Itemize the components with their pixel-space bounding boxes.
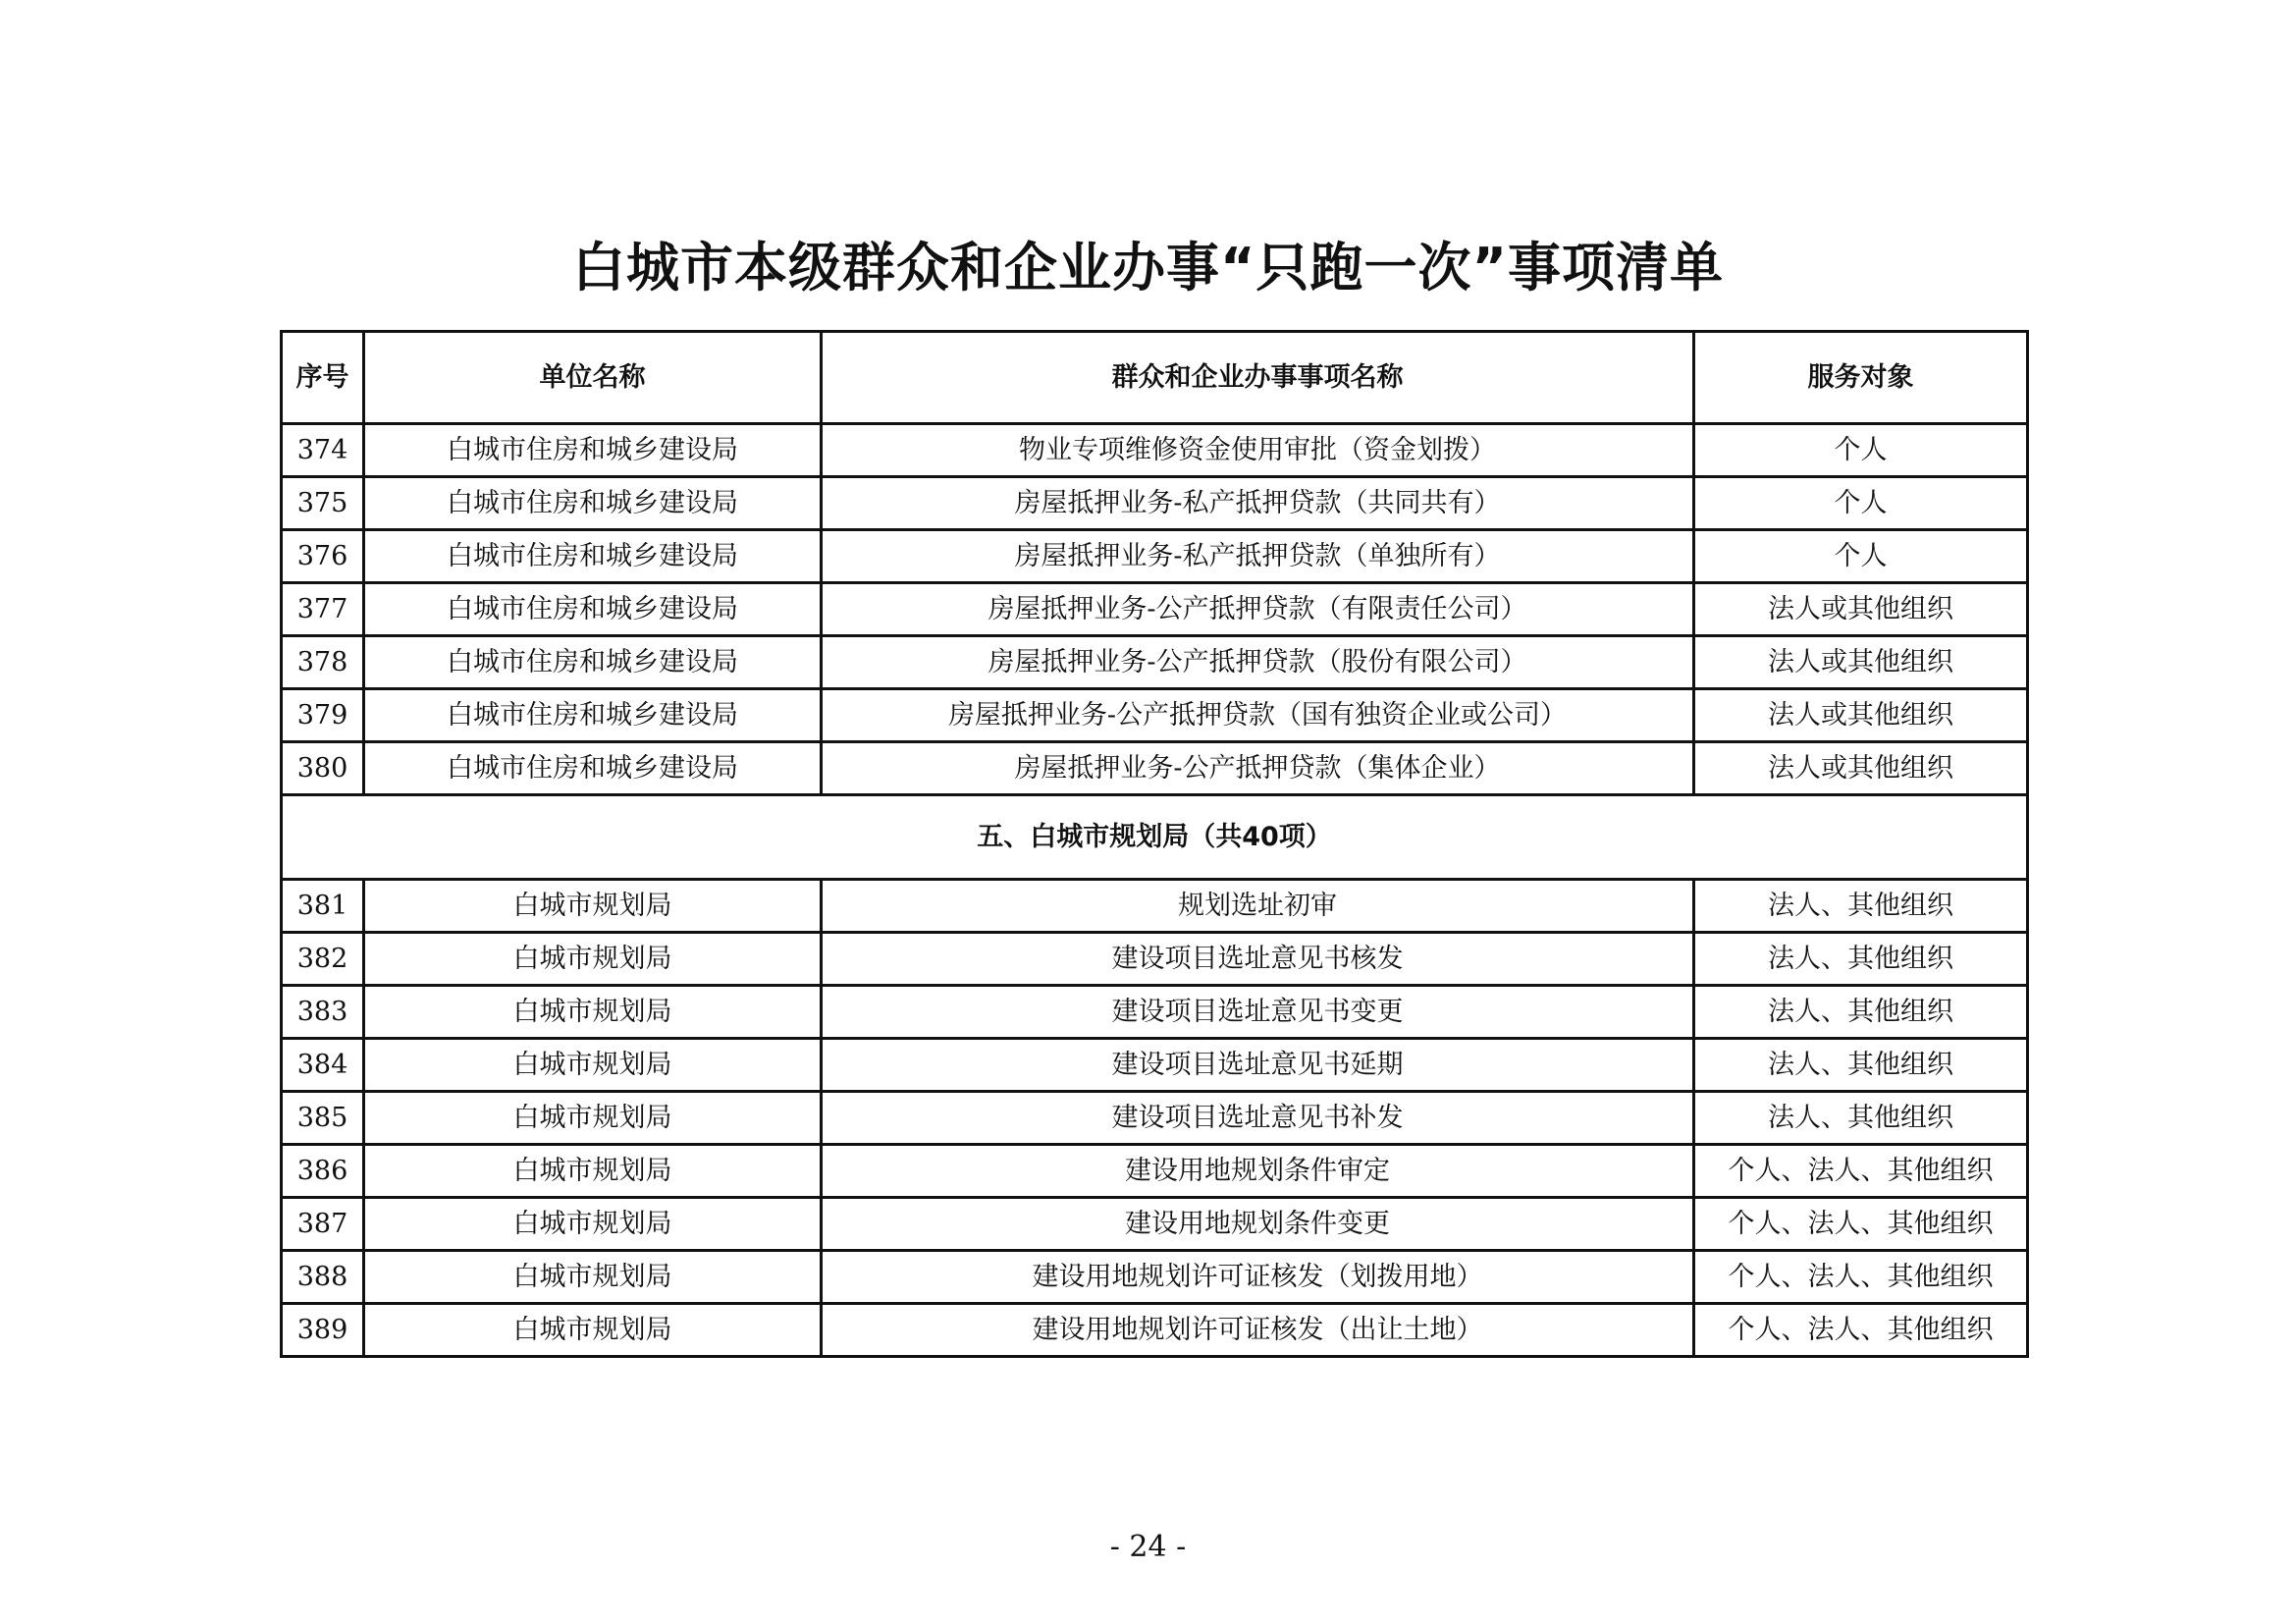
table-row — [282, 424, 2028, 477]
table-row — [282, 742, 2028, 795]
table-row — [282, 583, 2028, 636]
row-index: 381 — [282, 880, 364, 933]
row-unit-name: 白城市住房和城乡建设局 — [364, 689, 822, 742]
row-item-name: 建设项目选址意见书变更 — [822, 986, 1694, 1039]
row-unit-name: 白城市住房和城乡建设局 — [364, 583, 822, 636]
row-index: 376 — [282, 530, 364, 583]
row-service-target: 个人 — [1694, 530, 2028, 583]
row-unit-name: 白城市规划局 — [364, 1145, 822, 1198]
row-index: 382 — [282, 933, 364, 986]
row-unit-name: 白城市规划局 — [364, 1039, 822, 1092]
row-index: 386 — [282, 1145, 364, 1198]
table-row — [282, 933, 2028, 986]
row-unit-name: 白城市住房和城乡建设局 — [364, 477, 822, 530]
row-item-name: 房屋抵押业务-公产抵押贷款（国有独资企业或公司） — [822, 689, 1694, 742]
row-index: 375 — [282, 477, 364, 530]
row-unit-name: 白城市规划局 — [364, 1092, 822, 1145]
row-service-target: 个人、法人、其他组织 — [1694, 1251, 2028, 1304]
row-service-target: 法人、其他组织 — [1694, 1039, 2028, 1092]
table-row — [282, 477, 2028, 530]
row-service-target: 个人 — [1694, 424, 2028, 477]
row-index: 377 — [282, 583, 364, 636]
header-item-name: 群众和企业办事事项名称 — [822, 332, 1694, 424]
row-unit-name: 白城市住房和城乡建设局 — [364, 636, 822, 689]
row-index: 378 — [282, 636, 364, 689]
row-unit-name: 白城市规划局 — [364, 986, 822, 1039]
row-item-name: 建设项目选址意见书核发 — [822, 933, 1694, 986]
row-index: 379 — [282, 689, 364, 742]
row-item-name: 建设项目选址意见书延期 — [822, 1039, 1694, 1092]
row-item-name: 建设项目选址意见书补发 — [822, 1092, 1694, 1145]
table-row — [282, 1251, 2028, 1304]
row-index: 385 — [282, 1092, 364, 1145]
row-item-name: 建设用地规划许可证核发（划拨用地） — [822, 1251, 1694, 1304]
section-header-row — [282, 795, 2028, 880]
page-title: 白城市本级群众和企业办事“只跑一次”事项清单 — [572, 237, 1724, 298]
page-number: - 24 - — [1109, 1530, 1187, 1564]
row-item-name: 房屋抵押业务-公产抵押贷款（集体企业） — [822, 742, 1694, 795]
services-table — [280, 330, 2029, 1358]
row-unit-name: 白城市住房和城乡建设局 — [364, 530, 822, 583]
row-index: 374 — [282, 424, 364, 477]
row-unit-name: 白城市住房和城乡建设局 — [364, 424, 822, 477]
row-item-name: 建设用地规划许可证核发（出让土地） — [822, 1304, 1694, 1357]
table-row — [282, 880, 2028, 933]
row-service-target: 法人或其他组织 — [1694, 742, 2028, 795]
row-service-target: 法人、其他组织 — [1694, 986, 2028, 1039]
row-service-target: 法人、其他组织 — [1694, 880, 2028, 933]
row-index: 389 — [282, 1304, 364, 1357]
table-header-row — [282, 332, 2028, 424]
table-row — [282, 636, 2028, 689]
table-row — [282, 1039, 2028, 1092]
row-item-name: 房屋抵押业务-公产抵押贷款（有限责任公司） — [822, 583, 1694, 636]
row-item-name: 建设用地规划条件变更 — [822, 1198, 1694, 1251]
header-unit-name: 单位名称 — [364, 332, 822, 424]
row-service-target: 法人、其他组织 — [1694, 1092, 2028, 1145]
table-row — [282, 1145, 2028, 1198]
section-title: 五、白城市规划局（共40项） — [282, 795, 2028, 880]
row-index: 383 — [282, 986, 364, 1039]
row-service-target: 法人或其他组织 — [1694, 636, 2028, 689]
row-service-target: 法人、其他组织 — [1694, 933, 2028, 986]
table-row — [282, 689, 2028, 742]
table-row — [282, 1304, 2028, 1357]
row-item-name: 房屋抵押业务-私产抵押贷款（单独所有） — [822, 530, 1694, 583]
row-index: 388 — [282, 1251, 364, 1304]
table-row — [282, 1092, 2028, 1145]
row-service-target: 个人、法人、其他组织 — [1694, 1145, 2028, 1198]
table-row — [282, 986, 2028, 1039]
table-row — [282, 1198, 2028, 1251]
row-service-target: 个人 — [1694, 477, 2028, 530]
header-service-target: 服务对象 — [1694, 332, 2028, 424]
row-item-name: 房屋抵押业务-公产抵押贷款（股份有限公司） — [822, 636, 1694, 689]
row-unit-name: 白城市住房和城乡建设局 — [364, 742, 822, 795]
row-index: 384 — [282, 1039, 364, 1092]
header-index: 序号 — [282, 332, 364, 424]
row-service-target: 个人、法人、其他组织 — [1694, 1198, 2028, 1251]
row-service-target: 法人或其他组织 — [1694, 689, 2028, 742]
row-unit-name: 白城市规划局 — [364, 1251, 822, 1304]
row-item-name: 规划选址初审 — [822, 880, 1694, 933]
row-item-name: 建设用地规划条件审定 — [822, 1145, 1694, 1198]
row-item-name: 房屋抵押业务-私产抵押贷款（共同共有） — [822, 477, 1694, 530]
table-row — [282, 530, 2028, 583]
row-index: 387 — [282, 1198, 364, 1251]
row-unit-name: 白城市规划局 — [364, 880, 822, 933]
row-service-target: 法人或其他组织 — [1694, 583, 2028, 636]
row-index: 380 — [282, 742, 364, 795]
row-item-name: 物业专项维修资金使用审批（资金划拨） — [822, 424, 1694, 477]
row-service-target: 个人、法人、其他组织 — [1694, 1304, 2028, 1357]
row-unit-name: 白城市规划局 — [364, 1304, 822, 1357]
row-unit-name: 白城市规划局 — [364, 1198, 822, 1251]
row-unit-name: 白城市规划局 — [364, 933, 822, 986]
